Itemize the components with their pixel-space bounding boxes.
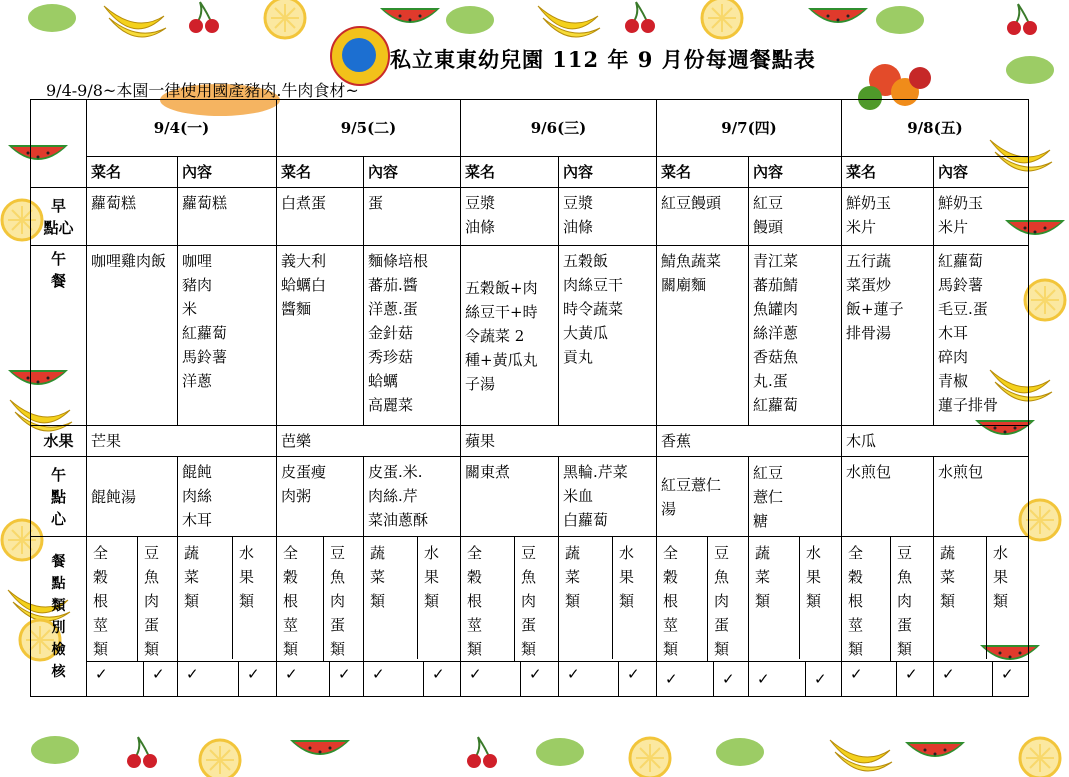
content-header: 內容 bbox=[364, 157, 461, 188]
check-mark: ✓ bbox=[896, 662, 933, 696]
category-vegetable: 蔬 菜 類 bbox=[940, 544, 956, 610]
check-mark: ✓ bbox=[520, 662, 558, 696]
check-mark: ✓ bbox=[423, 662, 460, 696]
check-mark: ✓ bbox=[143, 662, 177, 696]
page-subtitle: 9/4-9/8~本園一律使用國產豬肉.牛肉食材~ bbox=[46, 81, 359, 100]
breakfast-content: 蛋 bbox=[364, 188, 461, 246]
fruit-row bbox=[31, 426, 1029, 457]
check-mark: ✓ bbox=[238, 662, 276, 696]
content-header: 內容 bbox=[559, 157, 657, 188]
date-header-wed: 9/6(三) bbox=[461, 100, 657, 157]
dish-header: 菜名 bbox=[461, 157, 559, 188]
lunch-content: 麵條培根 蕃茄.醬 洋蔥.蛋 金針菇 秀珍菇 蛤蠣 高麗菜 bbox=[364, 246, 461, 426]
corner-cell bbox=[31, 100, 87, 188]
breakfast-content: 鮮奶玉 米片 bbox=[934, 188, 1029, 246]
category-grain: 全 穀 根 莖 類 bbox=[467, 544, 483, 658]
check-mark: ✓ bbox=[469, 665, 482, 683]
row-label-snack: 午 點 心 bbox=[31, 457, 87, 537]
check-mark: ✓ bbox=[850, 665, 863, 683]
check-mark: ✓ bbox=[713, 662, 748, 696]
snack-content: 紅豆 薏仁 糖 bbox=[749, 457, 842, 537]
snack-content: 皮蛋.米. 肉絲.芹 菜油蔥酥 bbox=[364, 457, 461, 537]
column-header-row bbox=[31, 157, 1029, 188]
check-cell bbox=[461, 662, 559, 697]
weekly-meal-table bbox=[30, 99, 1029, 697]
category-cell bbox=[842, 537, 934, 662]
category-cell bbox=[749, 537, 842, 662]
category-row bbox=[31, 537, 1029, 662]
dish-header: 菜名 bbox=[842, 157, 934, 188]
category-cell bbox=[559, 537, 657, 662]
snack-content: 餛飩 肉絲 木耳 bbox=[178, 457, 277, 537]
lunch-dish: 鯖魚蔬菜 關廟麵 bbox=[657, 246, 749, 426]
content-header: 內容 bbox=[749, 157, 842, 188]
fruit-item: 蘋果 bbox=[461, 426, 657, 457]
category-cell bbox=[461, 537, 559, 662]
dish-header: 菜名 bbox=[657, 157, 749, 188]
row-label-check: 餐 點 類 別 檢 核 bbox=[31, 537, 87, 697]
category-protein: 豆 魚 肉 蛋 類 bbox=[890, 537, 912, 661]
category-cell bbox=[934, 537, 1029, 662]
check-mark: ✓ bbox=[942, 665, 955, 683]
snack-dish: 紅豆薏仁 湯 bbox=[657, 457, 749, 537]
page-title: 私立東東幼兒園 112 年 9 月份每週餐點表 bbox=[390, 47, 816, 72]
lunch-content: 咖哩 豬肉 米 紅蘿蔔 馬鈴薯 洋蔥 bbox=[178, 246, 277, 426]
check-cell bbox=[87, 662, 178, 697]
category-vegetable: 蔬 菜 類 bbox=[755, 544, 771, 610]
breakfast-content: 蘿蔔糕 bbox=[178, 188, 277, 246]
lunch-row bbox=[31, 246, 1029, 426]
lunch-dish: 五穀飯+肉 絲豆干+時 令蔬菜 2 種+黃瓜丸 子湯 bbox=[461, 246, 559, 426]
category-grain: 全 穀 根 莖 類 bbox=[93, 544, 109, 658]
category-fruit: 水 果 類 bbox=[417, 537, 439, 659]
check-mark: ✓ bbox=[372, 665, 385, 683]
check-mark: ✓ bbox=[567, 665, 580, 683]
breakfast-dish: 鮮奶玉 米片 bbox=[842, 188, 934, 246]
content-header: 內容 bbox=[934, 157, 1029, 188]
category-protein: 豆 魚 肉 蛋 類 bbox=[707, 537, 729, 661]
category-cell bbox=[178, 537, 277, 662]
check-mark: ✓ bbox=[665, 670, 678, 688]
lunch-dish: 五行蔬 菜蛋炒 飯+蓮子 排骨湯 bbox=[842, 246, 934, 426]
category-protein: 豆 魚 肉 蛋 類 bbox=[137, 537, 159, 661]
category-grain: 全 穀 根 莖 類 bbox=[283, 544, 299, 658]
breakfast-content: 豆漿 油條 bbox=[559, 188, 657, 246]
content-header: 內容 bbox=[178, 157, 277, 188]
fruit-item: 芒果 bbox=[87, 426, 277, 457]
fruit-item: 木瓜 bbox=[842, 426, 1029, 457]
check-mark: ✓ bbox=[805, 662, 841, 696]
category-vegetable: 蔬 菜 類 bbox=[184, 544, 200, 610]
check-mark: ✓ bbox=[285, 665, 298, 683]
breakfast-dish: 豆漿 油條 bbox=[461, 188, 559, 246]
breakfast-content: 紅豆 饅頭 bbox=[749, 188, 842, 246]
lunch-dish: 義大利 蛤蠣白 醬麵 bbox=[277, 246, 364, 426]
check-cell bbox=[842, 662, 934, 697]
date-header-thu: 9/7(四) bbox=[657, 100, 842, 157]
check-mark: ✓ bbox=[618, 662, 656, 696]
check-cell bbox=[178, 662, 277, 697]
check-cell bbox=[934, 662, 1029, 697]
row-label-fruit: 水果 bbox=[31, 426, 87, 457]
lunch-content: 五穀飯 肉絲豆干 時令蔬菜 大黃瓜 貢丸 bbox=[559, 246, 657, 426]
category-cell bbox=[277, 537, 364, 662]
category-cell bbox=[364, 537, 461, 662]
check-mark: ✓ bbox=[329, 662, 363, 696]
snack-dish: 關東煮 bbox=[461, 457, 559, 537]
date-header-tue: 9/5(二) bbox=[277, 100, 461, 157]
category-grain: 全 穀 根 莖 類 bbox=[848, 544, 864, 658]
row-label-breakfast: 早 點心 bbox=[31, 188, 87, 246]
row-label-lunch: 午 餐 bbox=[31, 246, 87, 426]
date-header-mon: 9/4(一) bbox=[87, 100, 277, 157]
check-cell bbox=[749, 662, 842, 697]
fruit-item: 芭樂 bbox=[277, 426, 461, 457]
breakfast-dish: 白煮蛋 bbox=[277, 188, 364, 246]
breakfast-dish: 蘿蔔糕 bbox=[87, 188, 178, 246]
category-protein: 豆 魚 肉 蛋 類 bbox=[514, 537, 536, 661]
category-fruit: 水 果 類 bbox=[612, 537, 634, 659]
fruit-item: 香蕉 bbox=[657, 426, 842, 457]
category-cell bbox=[87, 537, 178, 662]
snack-content: 水煎包 bbox=[934, 457, 1029, 537]
check-cell bbox=[657, 662, 749, 697]
category-protein: 豆 魚 肉 蛋 類 bbox=[323, 537, 345, 661]
check-cell bbox=[277, 662, 364, 697]
check-cell bbox=[364, 662, 461, 697]
category-fruit: 水 果 類 bbox=[232, 537, 254, 659]
check-cell bbox=[559, 662, 657, 697]
lunch-content: 紅蘿蔔 馬鈴薯 毛豆.蛋 木耳 碎肉 青椒 蓮子排骨 bbox=[934, 246, 1029, 426]
snack-dish: 餛飩湯 bbox=[87, 457, 178, 537]
category-fruit: 水 果 類 bbox=[986, 537, 1008, 659]
breakfast-row bbox=[31, 188, 1029, 246]
lunch-content: 青江菜 蕃茄鯖 魚罐肉 絲洋蔥 香菇魚 丸.蛋 紅蘿蔔 bbox=[749, 246, 842, 426]
category-fruit: 水 果 類 bbox=[799, 537, 821, 659]
snack-dish: 皮蛋瘦 肉粥 bbox=[277, 457, 364, 537]
check-mark: ✓ bbox=[757, 670, 770, 688]
snack-dish: 水煎包 bbox=[842, 457, 934, 537]
date-row bbox=[31, 100, 1029, 157]
date-header-fri: 9/8(五) bbox=[842, 100, 1029, 157]
breakfast-dish: 紅豆饅頭 bbox=[657, 188, 749, 246]
check-mark: ✓ bbox=[186, 665, 199, 683]
check-mark: ✓ bbox=[95, 665, 108, 683]
check-row bbox=[31, 662, 1029, 697]
category-cell bbox=[657, 537, 749, 662]
school-logo bbox=[330, 26, 390, 86]
dish-header: 菜名 bbox=[277, 157, 364, 188]
check-mark: ✓ bbox=[992, 662, 1028, 696]
snack-row bbox=[31, 457, 1029, 537]
category-vegetable: 蔬 菜 類 bbox=[565, 544, 581, 610]
category-grain: 全 穀 根 莖 類 bbox=[663, 544, 679, 658]
snack-content: 黑輪.芹菜 米血 白蘿蔔 bbox=[559, 457, 657, 537]
lunch-dish: 咖哩雞肉飯 bbox=[87, 246, 178, 426]
dish-header: 菜名 bbox=[87, 157, 178, 188]
category-vegetable: 蔬 菜 類 bbox=[370, 544, 386, 610]
